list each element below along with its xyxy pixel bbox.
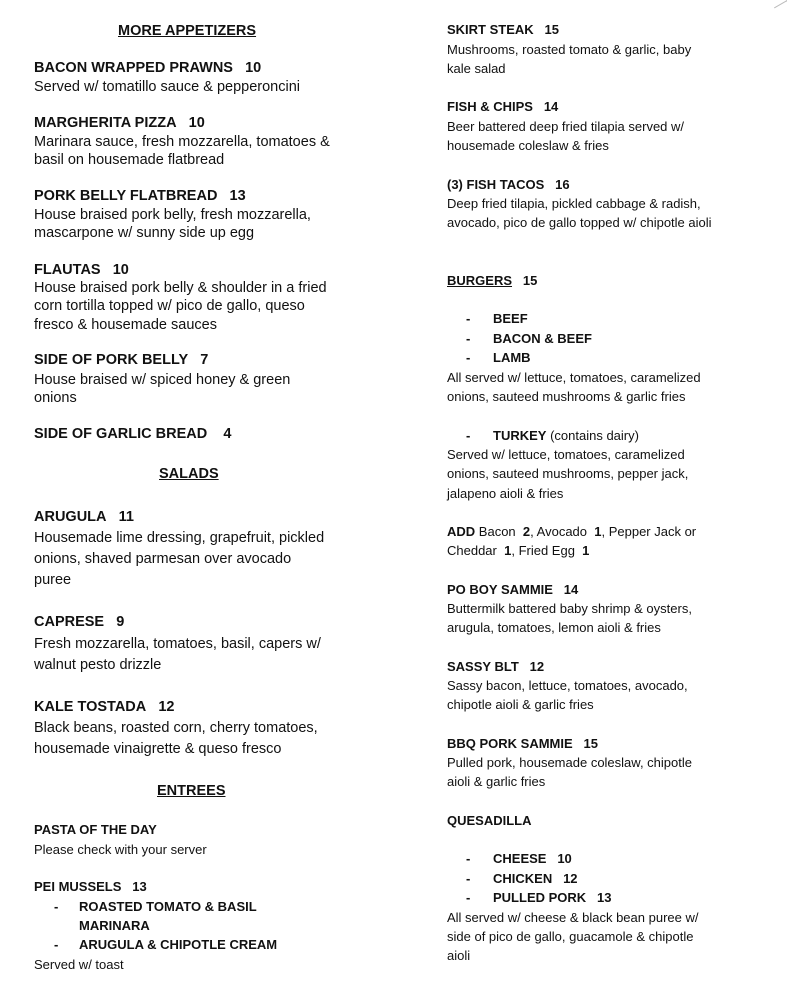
option-item: CHEESE 10	[493, 851, 572, 866]
item-desc: Sassy bacon, lettuce, tomatoes, avocado,	[447, 678, 688, 693]
item-title: SIDE OF PORK BELLY 7	[34, 352, 209, 368]
item-desc: fresco & housemade sauces	[34, 317, 217, 333]
item-desc: onions, shaved parmesan over avocado	[34, 551, 292, 567]
item-title: (3) FISH TACOS 16	[447, 177, 570, 192]
item-desc: puree	[34, 572, 72, 588]
option-item: LAMB	[493, 350, 531, 365]
item-desc: Housemade lime dressing, grapefruit, pickled	[34, 530, 325, 546]
item-desc: onions, sauteed mushrooms, pepper jack,	[447, 466, 689, 481]
item-desc: Deep fried tilapia, pickled cabbage & radish,	[447, 196, 701, 211]
item-desc: onions	[34, 390, 77, 406]
option-item: PULLED PORK 13	[493, 890, 612, 905]
bullet-dash: -	[466, 851, 471, 866]
section-salads: SALADS	[159, 466, 219, 482]
bullet-dash: -	[466, 428, 471, 443]
item-desc: side of pico de gallo, guacamole & chipotle	[447, 929, 694, 944]
item-title: ARUGULA 11	[34, 509, 134, 525]
option-item: CHICKEN 12	[493, 871, 578, 886]
option-item: ROASTED TOMATO & BASIL	[79, 899, 257, 914]
item-desc: Served w/ tomatillo sauce & pepperoncini	[34, 79, 300, 95]
item-desc: mascarpone w/ sunny side up egg	[34, 225, 255, 241]
item-title: MARGHERITA PIZZA 10	[34, 115, 205, 131]
item-desc: aioli & garlic fries	[447, 774, 546, 789]
bullet-dash: -	[54, 937, 59, 952]
item-title: PO BOY SAMMIE 14	[447, 582, 579, 597]
item-title: CAPRESE 9	[34, 614, 125, 630]
item-desc: housemade vinaigrette & queso fresco	[34, 741, 282, 757]
section-entrees: ENTREES	[157, 783, 226, 799]
item-desc: onions, sauteed mushrooms & garlic fries	[447, 389, 686, 404]
item-desc: arugula, tomatoes, lemon aioli & fries	[447, 620, 661, 635]
item-desc: Buttermilk battered baby shrimp & oysters,	[447, 601, 692, 616]
item-desc: Marinara sauce, fresh mozzarella, tomatoes &	[34, 134, 330, 150]
item-desc: housemade coleslaw & fries	[447, 138, 609, 153]
item-desc: corn tortilla topped w/ pico de gallo, queso	[34, 298, 305, 314]
item-desc: Served w/ lettuce, tomatoes, caramelized	[447, 447, 685, 462]
item-title: BACON WRAPPED PRAWNS 10	[34, 60, 262, 76]
item-desc: House braised pork belly, fresh mozzarella,	[34, 207, 311, 223]
item-desc: kale salad	[447, 61, 506, 76]
option-item: BACON & BEEF	[493, 331, 592, 346]
item-desc: chipotle aioli & garlic fries	[447, 697, 594, 712]
option-item: MARINARA	[79, 918, 150, 933]
option-item: ARUGULA & CHIPOTLE CREAM	[79, 937, 278, 952]
bullet-dash: -	[466, 350, 471, 365]
item-title: FLAUTAS 10	[34, 262, 129, 278]
bullet-dash: -	[466, 311, 471, 326]
item-title: PORK BELLY FLATBREAD 13	[34, 188, 246, 204]
bullet-dash: -	[466, 331, 471, 346]
item-desc: Black beans, roasted corn, cherry tomatoes,	[34, 720, 318, 736]
item-title: PASTA OF THE DAY	[34, 822, 157, 837]
bullet-dash: -	[54, 899, 59, 914]
bullet-dash: -	[466, 871, 471, 886]
item-desc: Mushrooms, roasted tomato & garlic, baby	[447, 42, 692, 57]
option-item: TURKEY (contains dairy)	[493, 428, 639, 443]
add-ons: Cheddar 1, Fried Egg 1	[447, 543, 590, 558]
item-desc: walnut pesto drizzle	[34, 657, 162, 673]
item-desc: House braised pork belly & shoulder in a fried	[34, 280, 327, 296]
add-ons: ADD Bacon 2, Avocado 1, Pepper Jack or	[447, 524, 697, 539]
item-title: BBQ PORK SAMMIE 15	[447, 736, 598, 751]
item-desc: House braised w/ spiced honey & green	[34, 372, 291, 388]
item-title: KALE TOSTADA 12	[34, 699, 175, 715]
item-desc: Served w/ toast	[34, 957, 124, 972]
item-desc: avocado, pico de gallo topped w/ chipotle aioli	[447, 215, 712, 230]
item-desc: jalapeno aioli & fries	[447, 486, 564, 501]
item-desc: Please check with your server	[34, 842, 207, 857]
item-title: SKIRT STEAK 15	[447, 22, 559, 37]
item-title: SIDE OF GARLIC BREAD 4	[34, 426, 232, 442]
item-desc: Fresh mozzarella, tomatoes, basil, capers w/	[34, 636, 321, 652]
page-corner-mark	[774, 0, 787, 20]
item-desc: aioli	[447, 948, 471, 963]
section-more-appetizers: MORE APPETIZERS	[118, 23, 257, 39]
item-title: FISH & CHIPS 14	[447, 99, 559, 114]
item-desc: All served w/ cheese & black bean puree w/	[447, 910, 699, 925]
item-desc: All served w/ lettuce, tomatoes, caramelized	[447, 370, 701, 385]
bullet-dash: -	[466, 890, 471, 905]
section-burgers: BURGERS 15	[447, 273, 538, 288]
item-desc: basil on housemade flatbread	[34, 152, 225, 168]
item-title: QUESADILLA	[447, 813, 532, 828]
item-title: PEI MUSSELS 13	[34, 879, 147, 894]
option-item: BEEF	[493, 311, 528, 326]
item-title: SASSY BLT 12	[447, 659, 545, 674]
item-desc: Pulled pork, housemade coleslaw, chipotle	[447, 755, 692, 770]
item-desc: Beer battered deep fried tilapia served w/	[447, 119, 685, 134]
